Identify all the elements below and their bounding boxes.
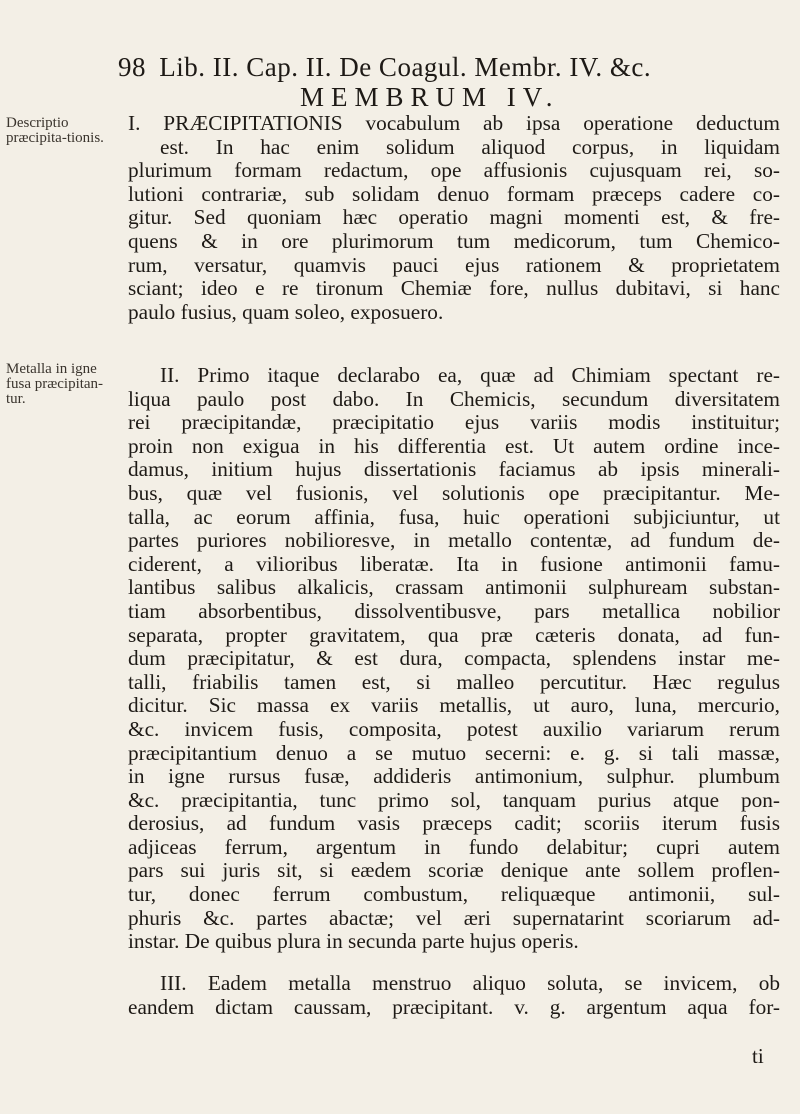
paragraph-3: [128, 972, 780, 1019]
text-line: tiam absorbentibus, dissolventibusve, pars metallica nobilior: [128, 598, 780, 623]
margin-note-metals: Metalla in igne fusa præcipitan-tur.: [6, 361, 104, 407]
text-line: lantibus salibus alkalicis, crassam antimonii sulphuream substan-: [128, 575, 780, 600]
text-line: instar. De quibus plura in secunda parte hujus operis.: [128, 929, 579, 954]
paragraph-2: [128, 364, 780, 954]
text-line: &c. præcipitantia, tunc primo sol, tanquam purius atque pon-: [128, 787, 780, 812]
page-number: 98: [118, 52, 146, 82]
text-line: dum præcipitatur, & est dura, compacta, splendens instar me-: [128, 646, 780, 671]
text-line: derosius, ad fundum vasis præceps cadit; scoriis iterum fusis: [128, 811, 780, 836]
text-line: gitur. Sed quoniam hæc operatio magni momenti est, & fre-: [128, 205, 780, 230]
text-line: quens & in ore plurimorum tum medicorum, tum Chemico-: [128, 228, 780, 253]
text-line: proin non exigua in his differentia est. Ut autem ordine ince-: [128, 433, 780, 458]
text-line: II. Primo itaque declarabo ea, quæ ad Chimiam spectant re-: [160, 363, 780, 387]
text-line: partes puriores nobilioresve, in metallo contentæ, ad fundum de-: [128, 528, 780, 553]
text-line: liqua paulo post dabo. In Chemicis, secundum diversitatem: [128, 386, 780, 411]
section-title: MEMBRUM IV.: [300, 82, 560, 112]
text-line: tur, donec ferrum combustum, reliquæque antimonii, sul-: [128, 882, 780, 907]
text-line: lutioni contrariæ, sub solidam denuo formam præceps cadere co-: [128, 181, 780, 206]
text-line: rum, versatur, quamvis pauci ejus rationem & proprietatem: [128, 252, 780, 277]
text-line: eandem dictam caussam, præcipitant. v. g. argentum aqua for-: [128, 994, 780, 1019]
text-line: III. Eadem metalla menstruo aliquo soluta, se invicem, ob: [160, 971, 780, 995]
text-line: I. PRÆCIPITATIONIS vocabulum ab ipsa operatione deductum: [128, 111, 780, 135]
text-line: talli, friabilis tamen est, si malleo percutitur. Hæc regulus: [128, 669, 780, 694]
text-line: phuris &c. partes abactæ; vel æri supernatarint scoriarum ad-: [128, 905, 780, 930]
text-line: sciant; ideo e re tironum Chemiæ fore, nullus dubitavi, si hanc: [128, 276, 780, 301]
text-line: ciderent, a vilioribus liberatæ. Ita in fusione antimonii famu-: [128, 551, 780, 576]
text-line: in igne rursus fusæ, addideris antimonium, sulphur. plumbum: [128, 764, 780, 789]
text-line: rei præcipitandæ, præcipitatio ejus variis modis instituitur;: [128, 410, 780, 435]
text-line: paulo fusius, quam soleo, exposuero.: [128, 299, 444, 324]
catchword: ti: [752, 1044, 764, 1068]
text-line: pars sui juris sit, si eædem scoriæ denique ante sollem proflen-: [128, 858, 780, 883]
text-line: &c. invicem fusis, composita, potest auxilio variarum rerum: [128, 716, 780, 741]
text-line: est. In hac enim solidum aliquod corpus, in liquidam: [160, 134, 780, 159]
text-line: adjiceas ferrum, argentum in fundo delabitur; cupri autem: [128, 834, 780, 859]
text-line: bus, quæ vel fusionis, vel solutionis ope præcipitantur. Me-: [128, 480, 780, 505]
text-line: plurimum formam redactum, ope affusionis cujusquam rei, so-: [128, 158, 780, 183]
running-head-title: Lib. II. Cap. II. De Coagul. Membr. IV. &c.: [159, 52, 652, 82]
running-head: [118, 52, 758, 83]
text-line: talla, ac eorum affinia, fusa, huic operationi subjiciuntur, ut: [128, 504, 780, 529]
margin-note-description: Descriptio præcipita-tionis.: [6, 115, 104, 146]
text-line: damus, initium hujus dissertationis faciamus ab ipsis minerali-: [128, 457, 780, 482]
text-line: dicitur. Sic massa ex variis metallis, ut auro, luna, mercurio,: [128, 693, 780, 718]
text-line: præcipitantium denuo a se mutuo secerni: e. g. si tali massæ,: [128, 740, 780, 765]
paragraph-1: [128, 112, 780, 324]
text-line: separata, propter gravitatem, qua præ cæteris donata, ad fun-: [128, 622, 780, 647]
